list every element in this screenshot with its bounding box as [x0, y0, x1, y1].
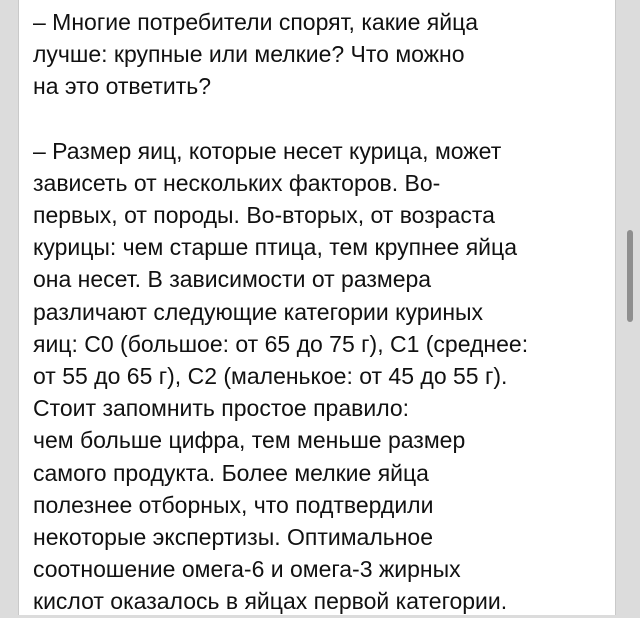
question-paragraph: [33, 6, 613, 103]
text-line: яиц: С0 (большое: от 65 до 75 г), С1 (среднее:: [33, 330, 529, 357]
text-line: курицы: чем старше птица, тем крупнее яйца: [33, 234, 517, 261]
text-line: она несет. В зависимости от размера: [33, 266, 432, 293]
article-text: [33, 6, 613, 618]
paragraph-gap: [33, 103, 613, 135]
vertical-scrollbar[interactable]: [623, 0, 637, 615]
text-line: на это ответить?: [33, 73, 212, 100]
text-line: зависеть от нескольких факторов. Во-: [33, 169, 441, 196]
text-line: кислот оказалось в яйцах первой категории.: [33, 588, 508, 615]
text-line: чем больше цифра, тем меньше размер: [33, 427, 466, 454]
text-line: первых, от породы. Во-вторых, от возраста: [33, 202, 495, 229]
text-line: от 55 до 65 г), С2 (маленькое: от 45 до 55 г).: [33, 363, 508, 390]
text-line: некоторые экспертизы. Оптимальное: [33, 524, 434, 551]
answer-paragraph: [33, 135, 613, 618]
text-line: – Размер яиц, которые несет курица, может: [33, 137, 502, 164]
text-line: полезнее отборных, что подтвердили: [33, 491, 434, 518]
scrollbar-thumb[interactable]: [627, 230, 633, 322]
article-page: [18, 0, 616, 615]
text-line: лучше: крупные или мелкие? Что можно: [33, 41, 465, 68]
text-line: – Многие потребители спорят, какие яйца: [33, 9, 479, 35]
text-line: различают следующие категории куриных: [33, 298, 484, 325]
text-line: соотношение омега-6 и омега-3 жирных: [33, 556, 461, 583]
text-line: Стоит запомнить простое правило:: [33, 395, 410, 422]
text-line: самого продукта. Более мелкие яйца: [33, 459, 429, 486]
